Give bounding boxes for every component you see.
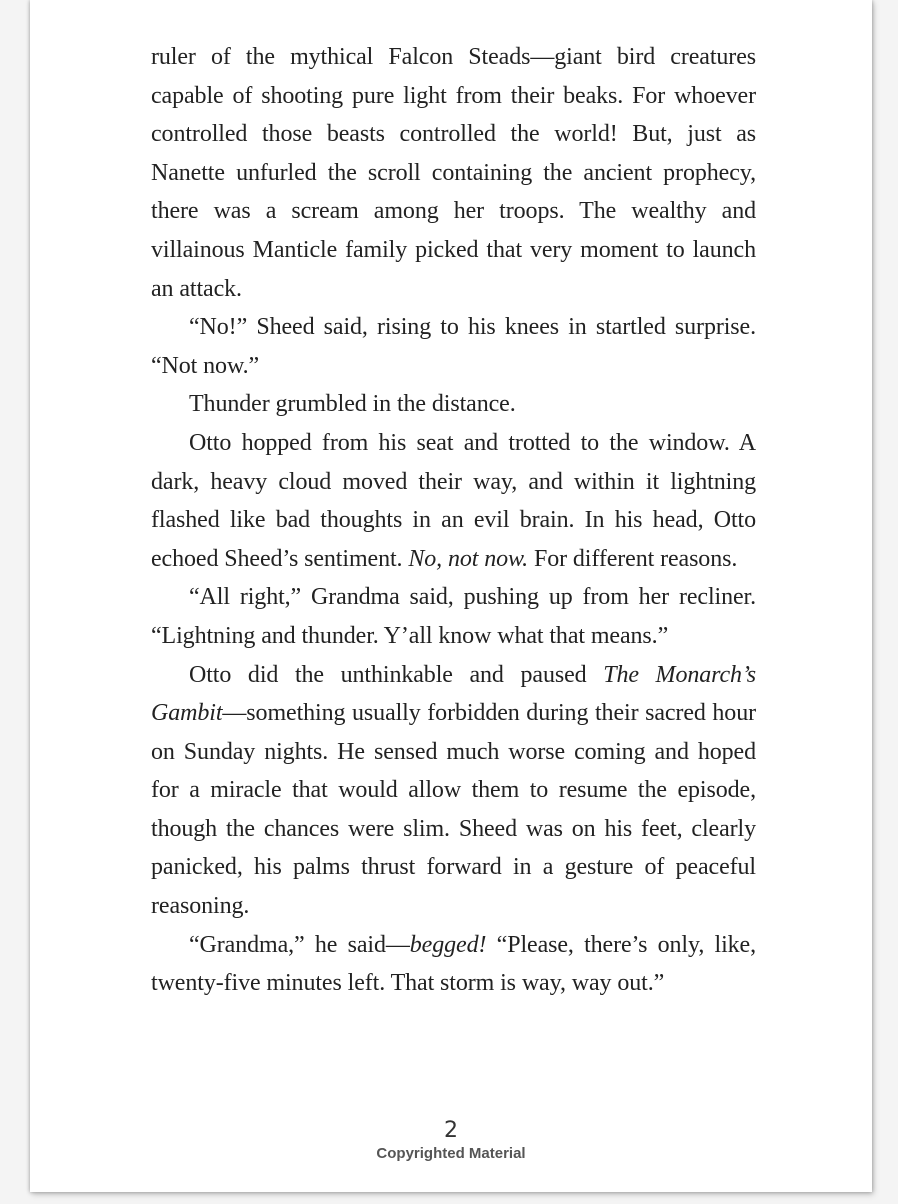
paragraph-7 bbox=[151, 926, 756, 1003]
text-run-italic: No, not now. bbox=[408, 545, 529, 572]
book-page bbox=[30, 0, 872, 1192]
text-run: “No!” Sheed said, rising to his knees in startled surprise. “Not now.” bbox=[151, 314, 756, 379]
text-run: For different reasons. bbox=[528, 545, 738, 572]
text-run: —something usually forbidden during their sacred hour on Sunday nights. He sensed much worse coming and hoped for a miracle that would allow them to resume the episode, though the chances were slim. Sheed was on his feet, clearly panicked, his palms thrust forward in a gesture of peaceful reasoning. bbox=[151, 700, 756, 920]
paragraph-3 bbox=[151, 385, 756, 424]
body-text bbox=[151, 38, 756, 1003]
text-run: “Please, there’s only, like, twenty-five minutes left. That storm is way, way out.” bbox=[151, 931, 756, 997]
copyright-footer: Copyrighted Material bbox=[376, 1145, 526, 1162]
text-run-italic: begged! bbox=[409, 931, 487, 958]
text-run: Otto hopped from his seat and trotted to the window. A dark, heavy cloud moved their way, and within it lightning flashed like bad thoughts in an evil brain. In his head, Otto echoed Sheed’s sentiment. bbox=[151, 429, 756, 572]
paragraph-5 bbox=[151, 578, 756, 655]
text-run: “Grandma,” he said— bbox=[189, 931, 410, 958]
text-run: ruler of the mythical Falcon Steads—giant bird creatures capable of shooting pure light from their beaks. For whoever controlled those beasts controlled the world! But, just as Nanette unfurled the scroll containing the ancient prophecy, there was a scream among her troops. The wealthy and villainous Manticle family picked that very moment to launch an attack. bbox=[151, 44, 756, 302]
paragraph-1 bbox=[151, 38, 756, 308]
page-number: 2 bbox=[444, 1118, 458, 1143]
paragraph-4 bbox=[151, 424, 756, 578]
paragraph-2 bbox=[151, 308, 756, 385]
paragraph-6 bbox=[151, 656, 756, 926]
text-run: Thunder grumbled in the distance. bbox=[189, 391, 516, 418]
text-run: “All right,” Grandma said, pushing up from her recliner. “Lightning and thunder. Y’all know what that means.” bbox=[151, 584, 756, 649]
text-run-italic: The Monarch’s Gambit bbox=[151, 661, 756, 727]
text-run: Otto did the unthinkable and paused bbox=[189, 661, 604, 688]
